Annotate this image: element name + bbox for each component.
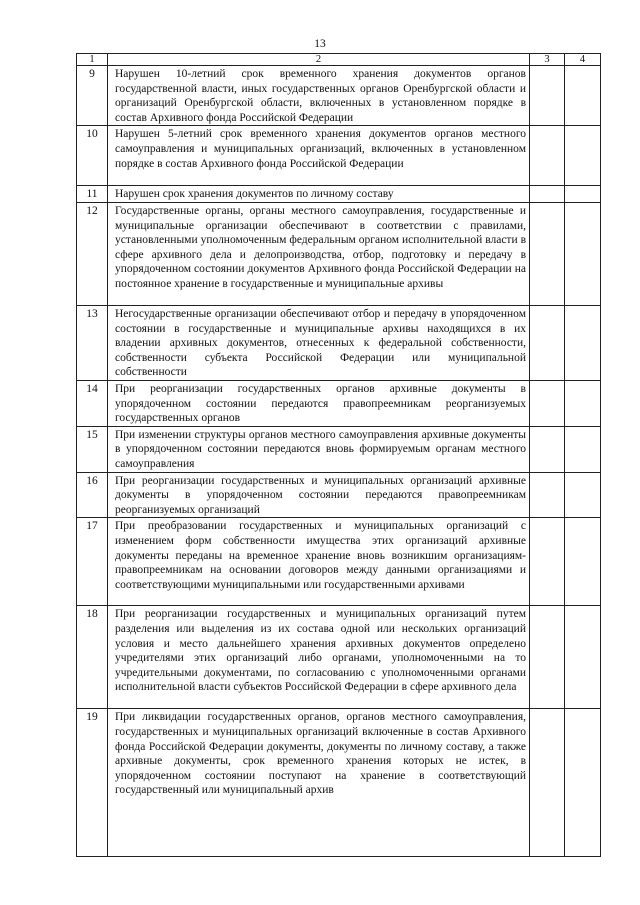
checklist-table: [76, 53, 601, 857]
row-col-3-cell: [530, 126, 565, 186]
row-col-4-cell: [565, 472, 601, 518]
row-number: 10: [77, 126, 108, 186]
row-number: 13: [77, 305, 108, 380]
row-number: 9: [77, 66, 108, 126]
row-col-3-cell: [530, 305, 565, 380]
row-number: 12: [77, 202, 108, 305]
table-row: [77, 380, 601, 426]
row-requirement-text: Нарушен срок хранения документов по личному составу: [108, 186, 530, 203]
row-col-4-cell: [565, 305, 601, 380]
row-requirement-text: При преобразовании государственных и муниципальных организаций с изменением форм собственности имущества этих организаций архивные документы переданы на временное хранение вновь возникшим организациям-правопреемникам на основании договоров между данными организациями и соответствующими муниципальными или государственными архивами: [108, 518, 530, 606]
row-col-3-cell: [530, 518, 565, 606]
table-header-row: [77, 54, 601, 66]
table-row: [77, 202, 601, 305]
page-number: 13: [314, 38, 326, 50]
row-col-3-cell: [530, 202, 565, 305]
table-row: [77, 709, 601, 857]
row-number: 14: [77, 380, 108, 426]
row-number: 17: [77, 518, 108, 606]
table-row: [77, 126, 601, 186]
header-col-3: 3: [530, 54, 565, 66]
header-col-2: 2: [108, 54, 530, 66]
header-col-1: 1: [77, 54, 108, 66]
row-requirement-text: Государственные органы, органы местного самоуправления, государственные и муниципальные организации обеспечивают в соответствии с правилами, установленными уполномоченным федеральным органом исполнительной власти в сфере архивного дела и делопроизводства, отбор, подготовку и передачу в упорядоченном состоянии документов Архивного фонда Российской Федерации на постоянное хранение в государственные и муниципальные архивы: [108, 202, 530, 305]
table-row: [77, 606, 601, 709]
row-number: 18: [77, 606, 108, 709]
row-number: 16: [77, 472, 108, 518]
row-col-3-cell: [530, 380, 565, 426]
row-col-3-cell: [530, 709, 565, 857]
row-requirement-text: Негосударственные организации обеспечивают отбор и передачу в упорядоченном состоянии в государственные и муниципальные архивы находящихся в их владении архивных документов, отнесенных к федеральной собственности, собственности субъекта Российской Федерации или муниципальной собственности: [108, 305, 530, 380]
row-col-4-cell: [565, 186, 601, 203]
row-col-3-cell: [530, 606, 565, 709]
table-row: [77, 305, 601, 380]
row-number: 19: [77, 709, 108, 857]
row-col-4-cell: [565, 709, 601, 857]
row-col-3-cell: [530, 186, 565, 203]
header-col-4: 4: [565, 54, 601, 66]
row-requirement-text: При изменении структуры органов местного самоуправления архивные документы в упорядоченном состоянии передаются вновь формируемым органам местного самоуправления: [108, 426, 530, 472]
row-number: 11: [77, 186, 108, 203]
row-requirement-text: Нарушен 10-летний срок временного хранения документов органов государственной власти, иных государственных органов Оренбургской области и организаций Оренбургской области, включенных в установленном порядке в состав Архивного фонда Российской Федерации: [108, 66, 530, 126]
table-row: [77, 518, 601, 606]
row-col-3-cell: [530, 426, 565, 472]
row-col-4-cell: [565, 202, 601, 305]
row-requirement-text: При ликвидации государственных органов, органов местного самоуправления, государственных и муниципальных организаций включенные в состав Архивного фонда Российской Федерации документы, документы по личному составу, а также архивные документы, срок временного хранения которых не истек, в упорядоченном состоянии поступают на хранение в соответствующий государственный или муниципальный архив: [108, 709, 530, 857]
table-row: [77, 66, 601, 126]
row-col-3-cell: [530, 66, 565, 126]
row-col-4-cell: [565, 126, 601, 186]
row-number: 15: [77, 426, 108, 472]
table-row: [77, 186, 601, 203]
row-requirement-text: При реорганизации государственных и муниципальных организаций путем разделения или выделения из их состава одной или нескольких организаций условия и место дальнейшего хранения архивных документов определено учредителями этих организаций либо органами, уполномоченными на то учредительными документами, по согласованию с уполномоченными органами исполнительной власти субъектов Российской Федерации в сфере архивного дела: [108, 606, 530, 709]
row-col-4-cell: [565, 518, 601, 606]
row-col-4-cell: [565, 606, 601, 709]
row-col-3-cell: [530, 472, 565, 518]
row-requirement-text: При реорганизации государственных органов архивные документы в упорядоченном состоянии передаются правопреемникам реорганизуемых государственных органов: [108, 380, 530, 426]
row-requirement-text: При реорганизации государственных и муниципальных организаций архивные документы в упорядоченном состоянии передаются правопреемникам реорганизуемых организаций: [108, 472, 530, 518]
row-col-4-cell: [565, 380, 601, 426]
row-requirement-text: Нарушен 5-летний срок временного хранения документов органов местного самоуправления и муниципальных организаций, включенных в установленном порядке в состав Архивного фонда Российской Федерации: [108, 126, 530, 186]
table-row: [77, 426, 601, 472]
table-row: [77, 472, 601, 518]
row-col-4-cell: [565, 66, 601, 126]
row-col-4-cell: [565, 426, 601, 472]
